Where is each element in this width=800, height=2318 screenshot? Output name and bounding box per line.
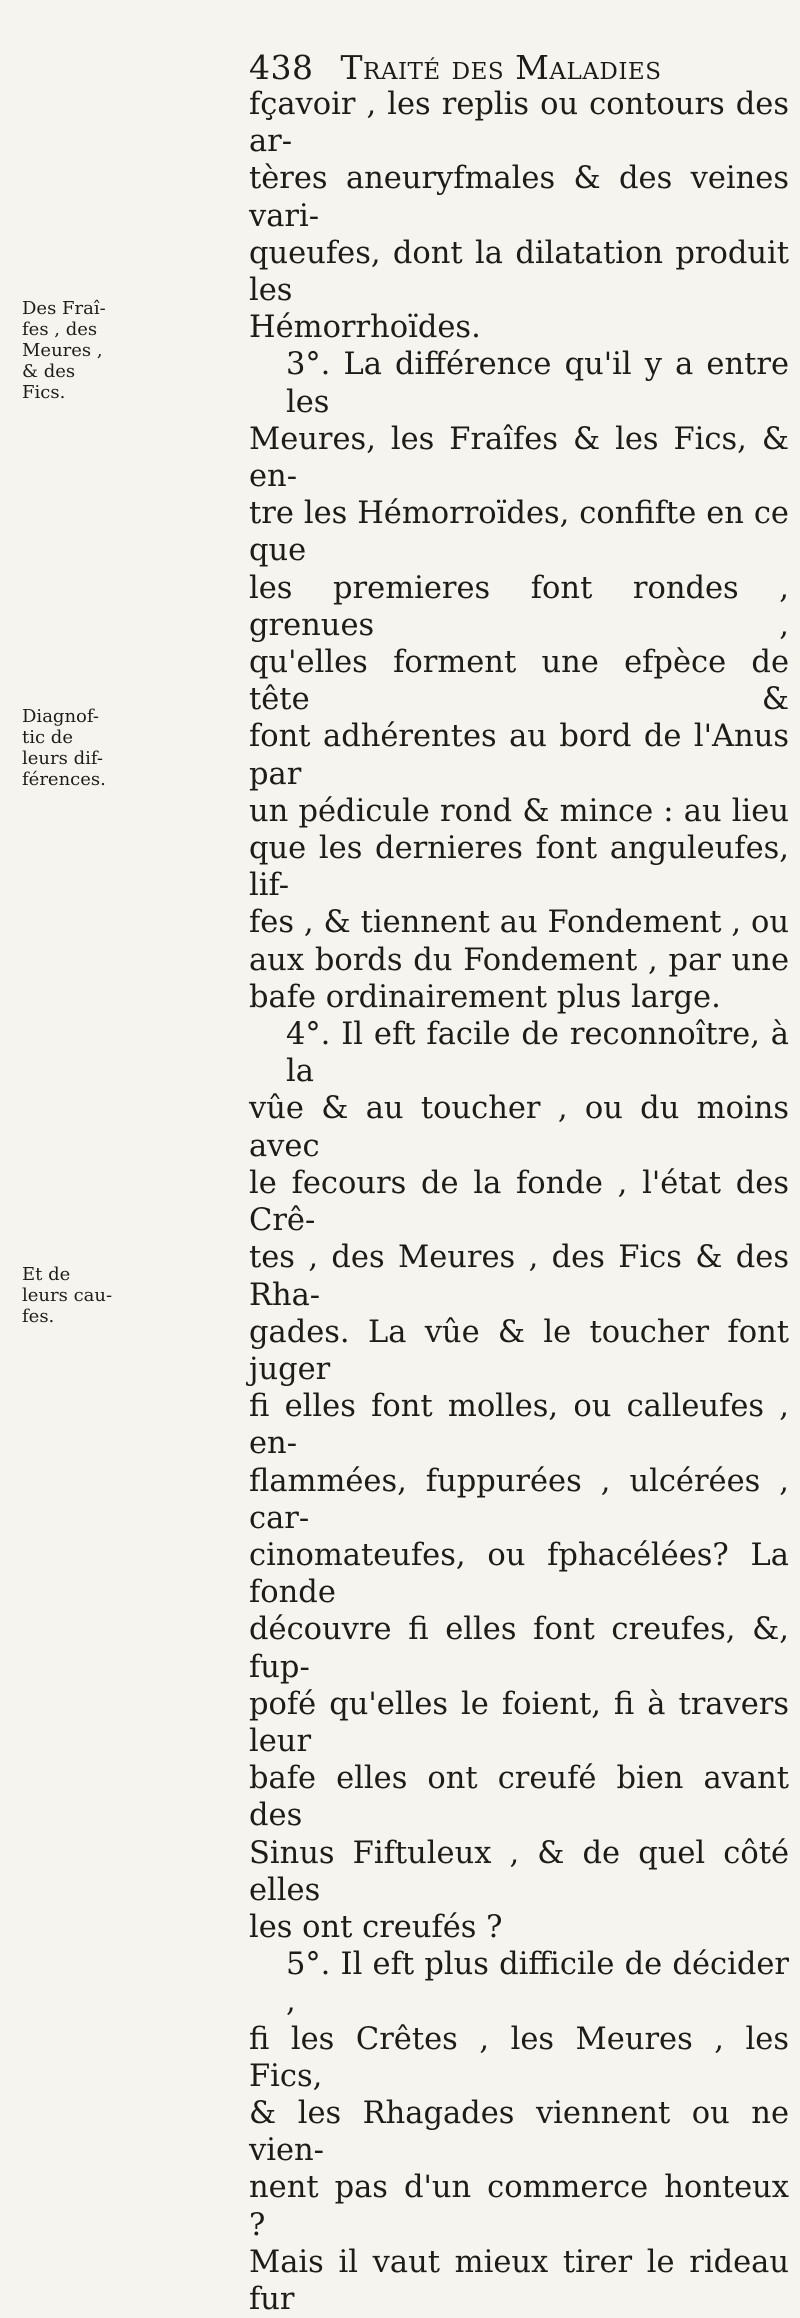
margin-note-line: Meures , — [22, 340, 103, 361]
margin-note-fraises — [22, 298, 110, 403]
body-text — [249, 86, 789, 2318]
text-line: font adhérentes au bord de l'Anus par — [249, 719, 789, 792]
margin-note-line: Et de — [22, 1264, 71, 1285]
running-header — [249, 48, 800, 88]
text-line: que les dernieres font anguleufes, lif- — [249, 831, 789, 904]
text-line: fi elles font molles, ou calleufes , en- — [249, 1389, 789, 1462]
text-line: Meures, les Fraîfes & les Fics, & en- — [249, 421, 789, 495]
text-line: fçavoir , les replis ou contours des ar- — [249, 87, 789, 160]
text-line: le fecours de la fonde , l'état des Crê- — [249, 1165, 789, 1239]
text-line: tre les Hémorroïdes, confifte en ce que — [249, 496, 789, 569]
text-line: cinomateufes, ou fphacélées? La fonde — [249, 1537, 789, 1611]
margin-note-line: tic de — [22, 727, 73, 748]
text-line: les ont creufés ? — [249, 1909, 503, 1945]
text-line: un pédicule rond & mince : au lieu — [249, 793, 789, 829]
text-line: vûe & au toucher , ou du moins avec — [249, 1091, 789, 1164]
text-line: bafe elles ont creufé bien avant des — [249, 1761, 789, 1834]
page-number: 438 — [249, 48, 314, 87]
text-line: pofé qu'elles le foient, fi à travers leur — [249, 1686, 789, 1759]
text-line: aux bords du Fondement , par une — [249, 942, 789, 978]
margin-note-line: Des Fraî- — [22, 298, 106, 319]
text-line: nent pas d'un commerce honteux ? — [249, 2170, 789, 2243]
text-line: Mais il vaut mieux tirer le rideau fur — [249, 2244, 789, 2317]
text-line: flammées, fuppurées , ulcérées , car- — [249, 1463, 789, 1536]
text-line: 5°. Il eft plus difficile de décider , — [286, 1947, 789, 2020]
text-line: tères aneuryfmales & des veines vari- — [249, 161, 789, 234]
text-line: découvre fi elles font creufes, &, fup- — [249, 1612, 789, 1685]
margin-note-causes — [22, 1264, 113, 1327]
margin-note-diagnostic — [22, 706, 110, 790]
margin-note-line: Fics. — [22, 382, 66, 403]
text-line: gades. La vûe & le toucher font juger — [249, 1314, 789, 1387]
text-line: 3°. La différence qu'il y a entre les — [286, 347, 789, 420]
margin-note-line: leurs cau- — [22, 1285, 113, 1306]
margin-note-line: fes , des — [22, 319, 98, 340]
text-line: 4°. Il eft facile de reconnoître, à la — [286, 1017, 789, 1090]
margin-note-line: Diagnof- — [22, 706, 99, 727]
text-line: queufes, dont la dilatation produit les — [249, 235, 789, 309]
text-line: fi les Crêtes , les Meures , les Fics, — [249, 2021, 789, 2094]
text-line: Sinus Fiftuleux , & de quel côté elles — [249, 1835, 789, 1908]
text-line: bafe ordinairement plus large. — [249, 979, 721, 1015]
margin-note-line: férences. — [22, 769, 106, 790]
text-line: les premieres font rondes , grenues , — [249, 570, 789, 643]
margin-note-line: & des — [22, 361, 76, 382]
text-line: & les Rhagades viennent ou ne vien- — [249, 2095, 789, 2169]
text-line: Hémorrhoïdes. — [249, 310, 481, 346]
running-title: Traité des Maladies — [340, 48, 662, 87]
text-line: fes , & tiennent au Fondement , ou — [249, 905, 789, 941]
text-line: qu'elles forment une efpèce de tête & — [249, 645, 789, 718]
text-line: tes , des Meures , des Fics & des Rha- — [249, 1240, 789, 1313]
margin-note-line: fes. — [22, 1306, 55, 1327]
margin-note-line: leurs dif- — [22, 748, 103, 769]
